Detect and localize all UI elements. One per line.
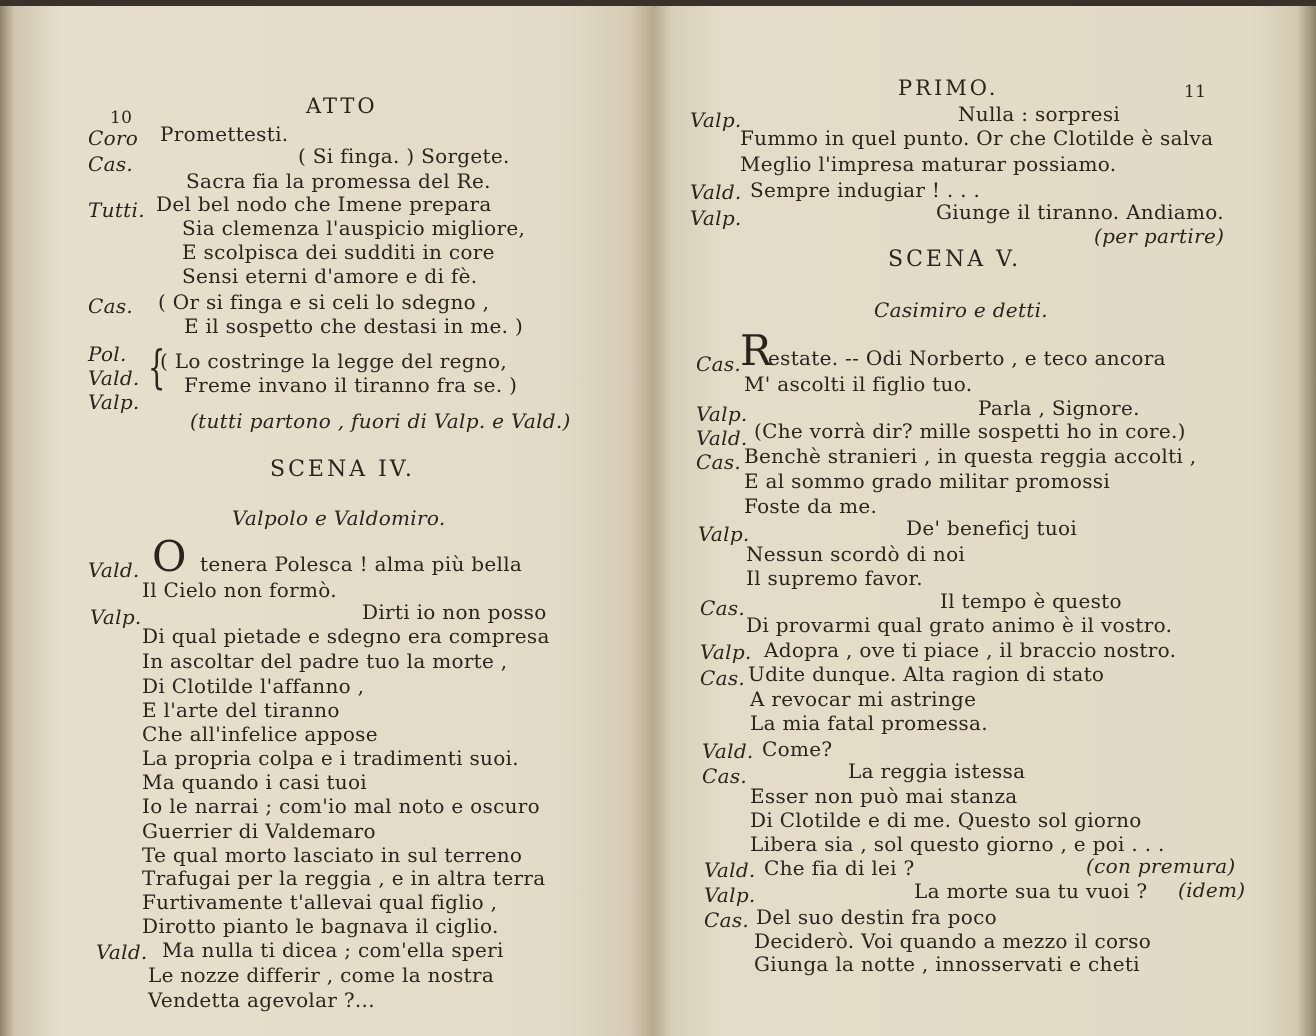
stage-direction: (con premura) [1086, 854, 1236, 878]
verse-line: Promettesti. [160, 122, 289, 146]
verse-line: Sempre indugiar ! . . . [750, 178, 981, 202]
verse-line: Sia clemenza l'auspicio migliore, [182, 216, 526, 240]
verse-line: ( Lo costringe la legge del regno, [160, 349, 507, 373]
brace-mark: { [147, 340, 166, 394]
verse-line: ( Si finga. ) Sorgete. [298, 144, 510, 168]
speaker: Valp. [90, 605, 142, 629]
verse-line: Nessun scordò di noi [746, 542, 966, 566]
speaker: Vald. [88, 558, 140, 582]
verse-line: (Che vorrà dir? mille sospetti ho in core.) [754, 419, 1186, 443]
speaker: Coro [88, 126, 139, 150]
verse-line: ( Or si finga e si celi lo sdegno , [158, 290, 490, 314]
speaker: Vald. [704, 858, 756, 882]
verse-line: Di Clotilde e di me. Questo sol giorno [750, 808, 1142, 832]
verse-line: E scolpisca dei sudditi in core [182, 240, 495, 264]
verse-line: In ascoltar del padre tuo la morte , [142, 649, 508, 673]
verse-line: Furtivamente t'allevai qual figlio , [142, 890, 498, 914]
speaker: Tutti. [88, 198, 145, 222]
verse-line: Le nozze differir , come la nostra [148, 963, 495, 987]
speaker: Vald. [702, 739, 754, 763]
verse-line: Il tempo è questo [940, 589, 1122, 613]
scene-title: SCENA IV. [270, 457, 415, 482]
speaker: Valp. [696, 402, 748, 426]
speaker: Pol. [88, 342, 127, 366]
verse-line: M' ascolti il figlio tuo. [744, 372, 973, 396]
verse-line: Che all'infelice appose [142, 722, 378, 746]
speaker: Cas. [696, 352, 742, 376]
verse-line: Ma nulla ti dicea ; com'ella speri [162, 938, 504, 962]
verse-line: Te qual morto lasciato in sul terreno [142, 843, 523, 867]
left-page [0, 6, 652, 1036]
verse-line: Ma quando i casi tuoi [142, 770, 368, 794]
speaker: Cas. [88, 152, 134, 176]
verse-line: La mia fatal promessa. [750, 711, 988, 735]
verse-line: La reggia istessa [848, 759, 1026, 783]
speaker: Valp. [700, 640, 752, 664]
verse-line: Di provarmi qual grato animo è il vostro. [746, 613, 1173, 637]
verse-line: Come? [762, 737, 833, 761]
verse-line: Sacra fia la promessa del Re. [186, 169, 491, 193]
speaker: Valp. [698, 522, 750, 546]
verse-line: Io le narrai ; com'io mal noto e oscuro [142, 794, 540, 818]
verse-line: Adopra , ove ti piace , il braccio nostro. [764, 638, 1177, 662]
speaker: Cas. [696, 450, 742, 474]
verse-line: La propria colpa e i tradimenti suoi. [142, 746, 519, 770]
verse-line: estate. -- Odi Norberto , e teco ancora [768, 346, 1166, 370]
page-number: 11 [1184, 82, 1207, 102]
stage-direction: (tutti partono , fuori di Valp. e Vald.) [190, 409, 571, 433]
verse-line: Il supremo favor. [746, 566, 923, 590]
verse-line: Parla , Signore. [978, 396, 1140, 420]
verse-line: Di qual pietade e sdegno era compresa [142, 624, 550, 648]
verse-line: E al sommo grado militar promossi [744, 469, 1111, 493]
verse-line: Freme invano il tiranno fra se. ) [184, 373, 518, 397]
verse-line: Giunga la notte , innosservati e cheti [754, 952, 1140, 976]
verse-line: De' beneficj tuoi [906, 516, 1078, 540]
page-number: 10 [110, 108, 133, 128]
scene-title: SCENA V. [888, 247, 1022, 272]
running-header: PRIMO. [898, 76, 999, 100]
speaker: Cas. [704, 908, 750, 932]
right-page [652, 6, 1316, 1036]
verse-line: E l'arte del tiranno [142, 698, 340, 722]
verse-line: Udite dunque. Alta ragion di stato [748, 662, 1105, 686]
verse-line: La morte sua tu vuoi ? [914, 879, 1148, 903]
verse-line: Deciderò. Voi quando a mezzo il corso [754, 929, 1152, 953]
verse-line: Giunge il tiranno. Andiamo. [936, 200, 1224, 224]
stage-direction: (idem) [1178, 878, 1246, 902]
verse-line: E il sospetto che destasi in me. ) [184, 314, 524, 338]
verse-line: Il Cielo non formò. [142, 578, 337, 602]
drop-capital: O [152, 532, 187, 581]
speaker: Cas. [88, 294, 134, 318]
verse-line: Vendetta agevolar ?... [148, 988, 375, 1012]
speaker: Valp. [704, 883, 756, 907]
verse-line: A revocar mi astringe [750, 687, 977, 711]
verse-line: Libera sia , sol questo giorno , e poi . . . [750, 832, 1165, 856]
verse-line: Dirti io non posso [362, 600, 547, 624]
verse-line: Meglio l'impresa maturar possiamo. [740, 152, 1117, 176]
verse-line: Di Clotilde l'affanno , [142, 674, 365, 698]
speaker: Vald. [96, 940, 148, 964]
verse-line: Del bel nodo che Imene prepara [156, 192, 492, 216]
speaker: Valp. [88, 390, 140, 414]
speaker: Vald. [690, 180, 742, 204]
verse-line: Esser non può mai stanza [750, 784, 1018, 808]
running-header: ATTO [306, 94, 378, 118]
speaker: Vald. [696, 426, 748, 450]
verse-line: Nulla : sorpresi [958, 102, 1121, 126]
verse-line: Sensi eterni d'amore e di fè. [182, 264, 478, 288]
verse-line: Trafugai per la reggia , e in altra terra [142, 866, 546, 890]
speaker: Cas. [702, 764, 748, 788]
speaker: Cas. [700, 666, 746, 690]
speaker: Vald. [88, 366, 140, 390]
verse-line: tenera Polesca ! alma più bella [200, 552, 523, 576]
verse-line: Fummo in quel punto. Or che Clotilde è salva [740, 126, 1214, 150]
scene-persons: Casimiro e detti. [874, 298, 1048, 322]
scene-persons: Valpolo e Valdomiro. [232, 506, 446, 530]
speaker: Valp. [690, 108, 742, 132]
verse-line: Del suo destin fra poco [756, 905, 997, 929]
speaker: Cas. [700, 596, 746, 620]
verse-line: Foste da me. [744, 494, 878, 518]
verse-line: Che fia di lei ? [764, 856, 915, 880]
drop-capital: R [740, 326, 772, 375]
verse-line: Benchè stranieri , in questa reggia accolti , [744, 444, 1197, 468]
stage-direction: (per partire) [1094, 224, 1225, 248]
verse-line: Guerrier di Valdemaro [142, 819, 376, 843]
speaker: Valp. [690, 206, 742, 230]
verse-line: Dirotto pianto le bagnava il ciglio. [142, 914, 499, 938]
